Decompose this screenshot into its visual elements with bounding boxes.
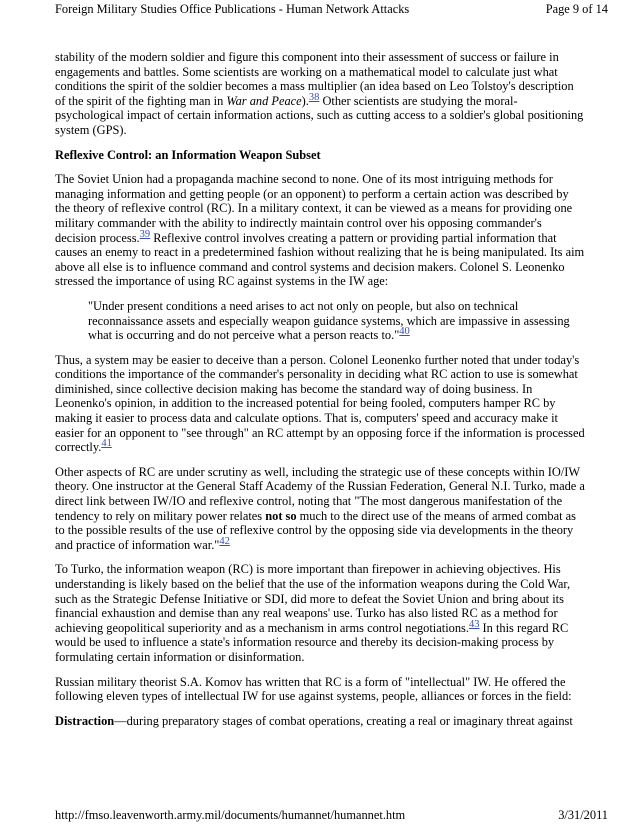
paragraph-1-text-b: ).: [301, 93, 309, 108]
footnote-link-38[interactable]: 38: [308, 91, 320, 103]
paragraph-3: [55, 353, 585, 455]
emphasis-not-so: not so: [265, 508, 297, 523]
paragraph-1: [55, 50, 585, 138]
paragraph-2: [55, 172, 585, 289]
footer-date: 3/31/2011: [558, 808, 608, 822]
page-footer: [55, 808, 608, 823]
footnote-link-40[interactable]: 40: [399, 326, 410, 338]
paragraph-7: [55, 714, 585, 729]
book-title: War and Peace: [226, 93, 302, 108]
page-header: [55, 2, 608, 17]
paragraph-1-text-a: stability of the modern soldier and figure this component into their assessment of success or failure in engagements and battles. Some scientists are working on a mathematical model to calculate just what conditions the spirit of the soldier becomes a mass multiplier (an idea based on Leo Tolstoy's description of the spirit of the fighting man in: [55, 50, 574, 108]
paragraph-1-text-c: Other scientists are studying the moral-psychological impact of certain information actions, such as cutting access to a soldier's global positioning system (GPS).: [55, 93, 584, 137]
header-title: Foreign Military Studies Office Publications - Human Network Attacks: [55, 2, 410, 16]
paragraph-2-text-b: Reflexive control involves creating a pattern or providing partial information that causes an enemy to react in a predetermined fashion without realizing that he is being manipulated. Its aim above all else is to influence command and control systems and decision makers. Colonel S. Leonenko stressed the importance of using RC against systems in the IW age:: [55, 230, 585, 289]
footnote-link-39[interactable]: 39: [139, 228, 151, 240]
paragraph-5: [55, 562, 585, 664]
footnote-link-43[interactable]: 43: [468, 618, 480, 630]
paragraph-4-text-b: much to the direct use of the means of armed combat as to the possible results of the use of reflexive control by the opposing side via developments in the theory and practice of information war.": [55, 508, 576, 552]
paragraph-6: Russian military theorist S.A. Komov has written that RC is a form of "intellectual" IW. He offered the following eleven types of intellectual IW for use against systems, people, alliances or forces in the field:: [55, 674, 572, 704]
term-distraction: Distraction: [55, 713, 115, 728]
block-quote: [88, 299, 585, 343]
paragraph-7-text: —during preparatory stages of combat operations, creating a real or imaginary threat against: [114, 713, 573, 728]
paragraph-5-text-a: To Turko, the information weapon (RC) is more important than firepower in achieving objectives. His understanding is likely based on the belief that the use of the information weapons during the Cold War, such as the Strategic Defense Initiative or SDI, did more to defeat the Soviet Union and bring about its financial exhaustion and demise than any real weapons' use. Turko has also listed RC as a method for achieving geopolitical superiority and as a mechanism in arms control negotiations.: [55, 562, 571, 635]
document-body: [55, 50, 585, 738]
paragraph-3-text: Thus, a system may be easier to deceive than a person. Colonel Leonenko further noted that under today's conditions the importance of the commander's personality in deciding what RC action to use is somewhat diminished, since collective decision making has become the standard way of doing business. In Leonenko's opinion, in addition to the increased potential for being fooled, computers hamper RC by making it easier to process data and calculate options. That is, computers' speed and accuracy make it easier for an opponent to "see through" an RC attempt by an opposing force if the information is processed correctly.: [55, 352, 585, 455]
paragraph-5-text-b: In this regard RC would be used to influence a state's information resource and thereby its decision-making process by formulating certain information or disinformation.: [55, 620, 569, 664]
footnote-link-42[interactable]: 42: [219, 535, 230, 547]
paragraph-4: [55, 465, 585, 553]
page-number: Page 9 of 14: [545, 2, 608, 16]
footnote-link-41[interactable]: 41: [101, 438, 112, 450]
paragraph-4-text-a: Other aspects of RC are under scrutiny as well, including the strategic use of these concepts within IO/IW theory. One instructor at the General Staff Academy of the Russian Federation, General N.I. Turko, made a direct link between IW/IO and reflexive control, noting that "The most dangerous manifestation of the tendency to rely on military power relates: [55, 464, 585, 523]
section-heading: Reflexive Control: an Information Weapon Subset: [55, 147, 321, 162]
footer-url: http://fmso.leavenworth.army.mil/documents/humannet/humannet.htm: [55, 808, 406, 822]
paragraph-2-text-a: The Soviet Union had a propaganda machine second to none. One of its most intriguing methods for managing information and getting people (or an opponent) to perform a certain action was described by the theory of reflexive control (RC). In a military context, it can be viewed as a means for providing one military commander with the ability to indirectly maintain control over his opposing commander's decision process.: [55, 172, 573, 245]
quote-text: "Under present conditions a need arises to act not only on people, but also on technical reconnaissance assets and especially weapon guidance systems, which are impassive in assessing what is occurring and do not perceive what a person reacts to.": [88, 298, 570, 343]
